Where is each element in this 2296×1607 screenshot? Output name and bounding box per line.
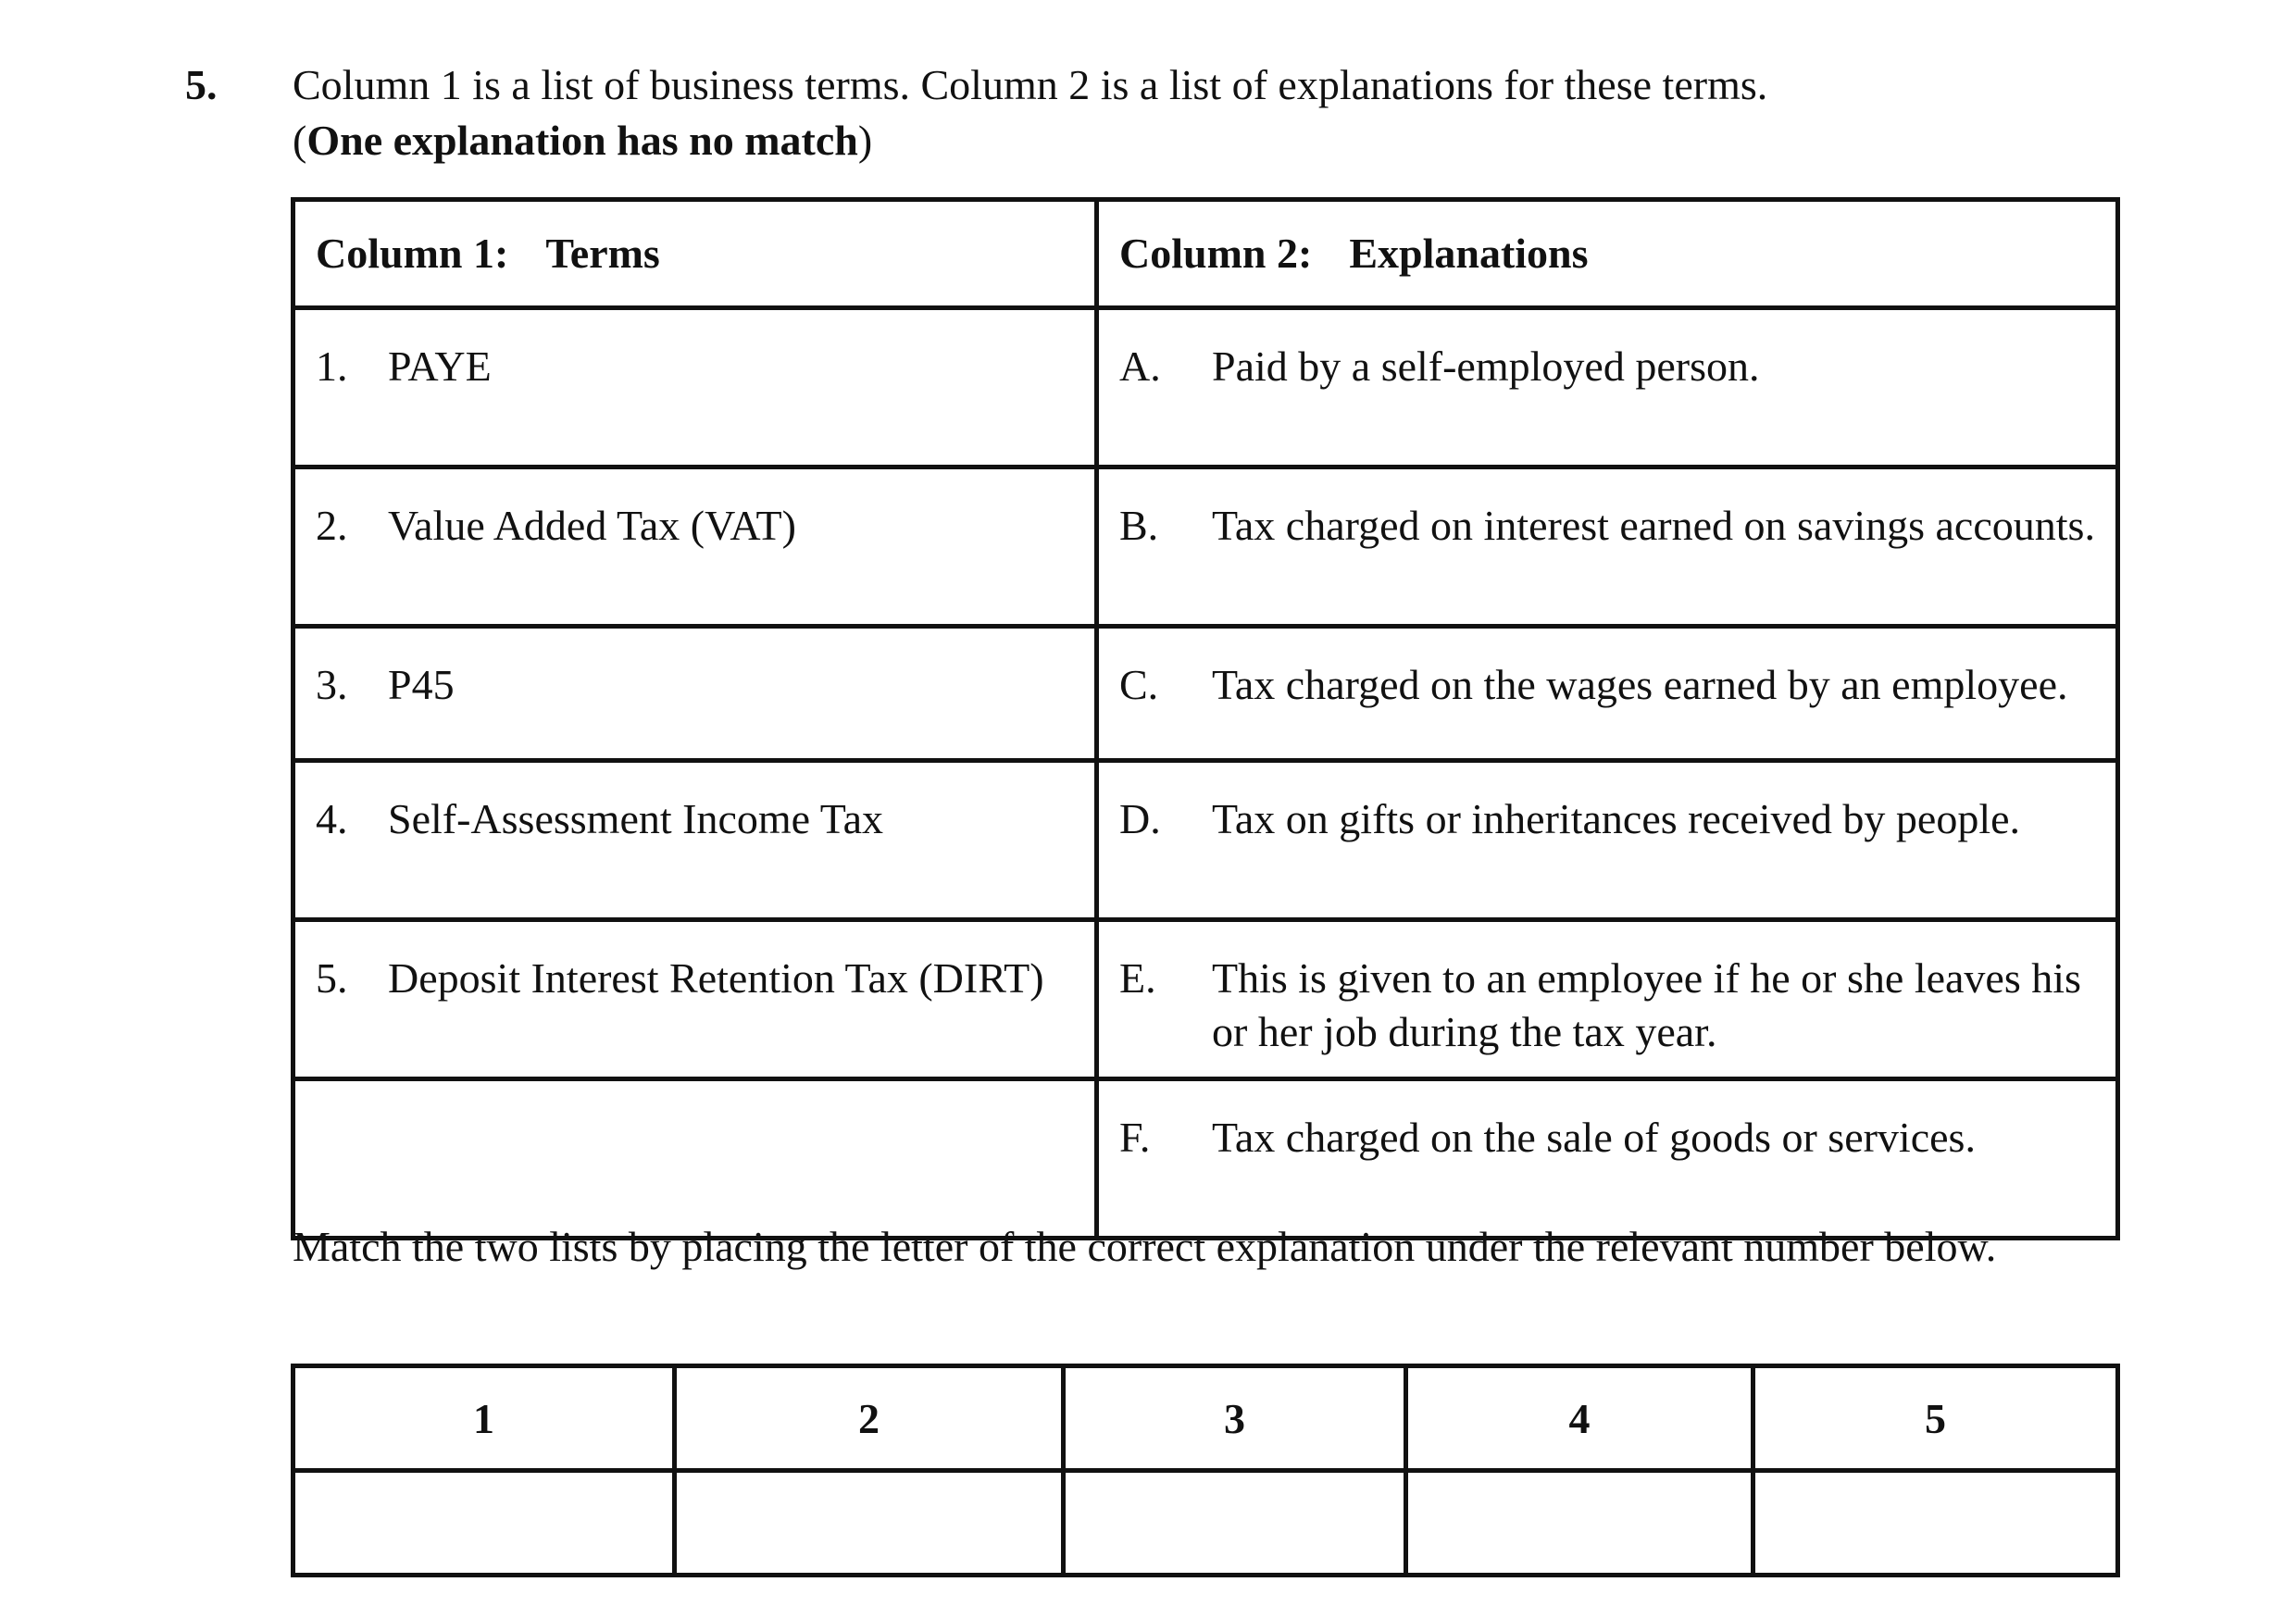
explanation-text: This is given to an employee if he or she leaves his or her job during the tax year. bbox=[1212, 954, 2081, 1055]
explanation-text: Tax charged on the wages earned by an employee. bbox=[1212, 661, 2068, 708]
explanation-cell bbox=[1097, 920, 2118, 1079]
term-cell bbox=[293, 467, 1097, 627]
term-text: Deposit Interest Retention Tax (DIRT) bbox=[388, 954, 1044, 1002]
term-number: 5. bbox=[316, 954, 348, 1002]
answer-input-cell[interactable] bbox=[293, 1471, 675, 1576]
term-number: 4. bbox=[316, 795, 348, 842]
table-row bbox=[293, 308, 2118, 467]
column-2-label: Column 2: bbox=[1119, 230, 1313, 277]
answer-header-cell: 4 bbox=[1406, 1366, 1753, 1471]
term-cell bbox=[293, 761, 1097, 920]
explanation-cell bbox=[1097, 761, 2118, 920]
intro-line-1: Column 1 is a list of business terms. Column 2 is a list of explanations for these terms. bbox=[293, 61, 1768, 108]
term-cell bbox=[293, 920, 1097, 1079]
term-text: P45 bbox=[388, 661, 455, 708]
answer-header-cell: 1 bbox=[293, 1366, 675, 1471]
table-row bbox=[293, 467, 2118, 627]
explanation-letter: F. bbox=[1119, 1114, 1151, 1161]
answer-grid bbox=[291, 1364, 2120, 1577]
term-text: Self-Assessment Income Tax bbox=[388, 795, 884, 842]
answer-input-cell[interactable] bbox=[1064, 1471, 1406, 1576]
matching-table-header bbox=[293, 200, 2118, 308]
column-1-name: Terms bbox=[545, 230, 660, 277]
answer-grid-header bbox=[293, 1366, 2118, 1471]
answer-grid-inputs bbox=[293, 1471, 2118, 1576]
explanation-cell bbox=[1097, 308, 2118, 467]
explanation-letter: A. bbox=[1119, 343, 1161, 390]
term-cell bbox=[293, 1079, 1097, 1239]
answer-header-cell: 5 bbox=[1753, 1366, 2118, 1471]
intro-close-paren: ) bbox=[857, 117, 873, 164]
term-number: 2. bbox=[316, 502, 348, 549]
explanation-letter: B. bbox=[1119, 502, 1159, 549]
column-2-name: Explanations bbox=[1349, 230, 1589, 277]
table-row bbox=[293, 761, 2118, 920]
explanation-letter: D. bbox=[1119, 795, 1161, 842]
matching-instruction: Match the two lists by placing the letter of the correct explanation under the relevant number below. bbox=[293, 1223, 1997, 1270]
question-number: 5. bbox=[185, 61, 218, 108]
explanation-text: Tax charged on interest earned on savings accounts. bbox=[1212, 502, 2095, 549]
table-row bbox=[293, 920, 2118, 1079]
intro-open-paren: ( bbox=[293, 117, 307, 164]
answer-header-cell: 3 bbox=[1064, 1366, 1406, 1471]
explanation-cell bbox=[1097, 1079, 2118, 1239]
answer-input-cell[interactable] bbox=[1406, 1471, 1753, 1576]
term-cell bbox=[293, 308, 1097, 467]
term-cell bbox=[293, 627, 1097, 761]
answer-input-cell[interactable] bbox=[1753, 1471, 2118, 1576]
explanation-text: Paid by a self-employed person. bbox=[1212, 343, 1760, 390]
column-2-header bbox=[1097, 200, 2118, 308]
term-text: Value Added Tax (VAT) bbox=[388, 502, 796, 549]
term-number: 1. bbox=[316, 343, 348, 390]
term-number: 3. bbox=[316, 661, 348, 708]
explanation-text: Tax on gifts or inheritances received by people. bbox=[1212, 795, 2021, 842]
explanation-letter: C. bbox=[1119, 661, 1159, 708]
explanation-cell bbox=[1097, 627, 2118, 761]
explanation-text: Tax charged on the sale of goods or services. bbox=[1212, 1114, 1976, 1161]
explanation-cell bbox=[1097, 467, 2118, 627]
answer-header-cell: 2 bbox=[675, 1366, 1064, 1471]
intro-bold-note: One explanation has no match bbox=[306, 117, 858, 164]
column-1-header bbox=[293, 200, 1097, 308]
term-text: PAYE bbox=[388, 343, 492, 390]
table-row bbox=[293, 627, 2118, 761]
column-1-label: Column 1: bbox=[316, 230, 509, 277]
intro-line-2 bbox=[293, 113, 1767, 168]
explanation-letter: E. bbox=[1119, 954, 1156, 1002]
question-intro bbox=[293, 57, 1767, 168]
table-row bbox=[293, 1079, 2118, 1239]
matching-table bbox=[291, 197, 2120, 1240]
answer-input-cell[interactable] bbox=[675, 1471, 1064, 1576]
